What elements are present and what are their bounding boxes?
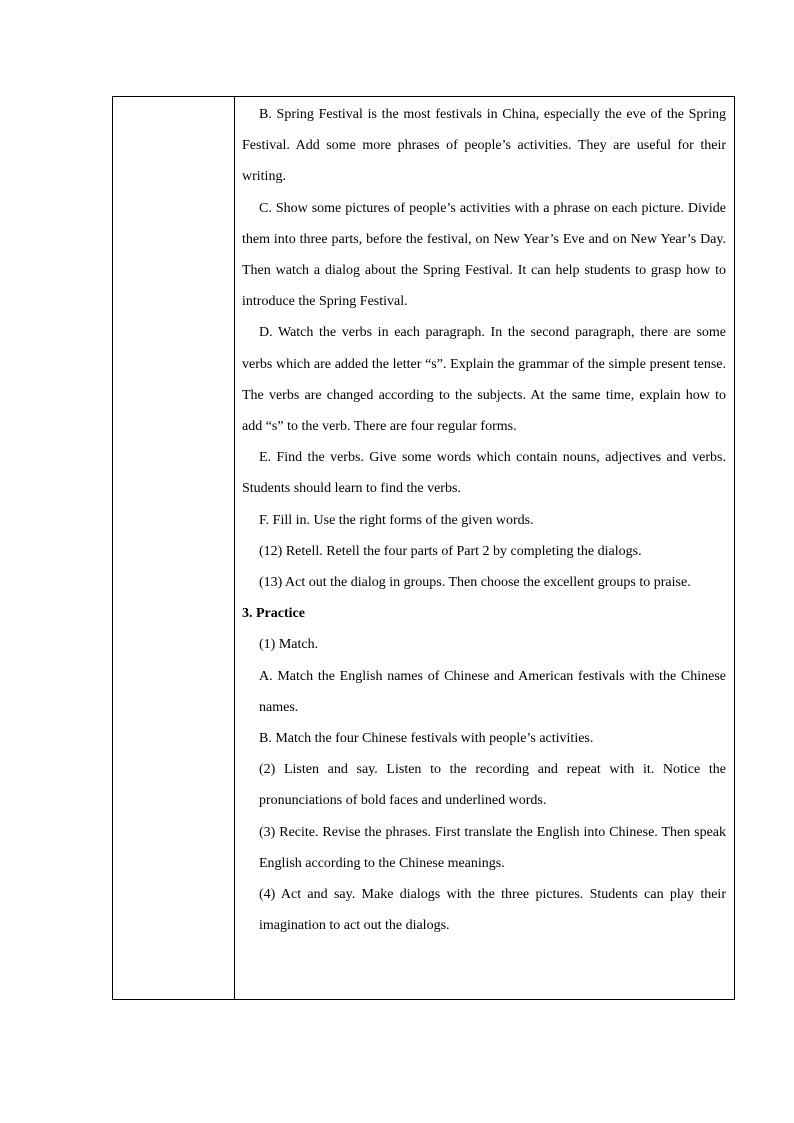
paragraph-f-fill-in: F. Fill in. Use the right forms of the given words.: [259, 512, 534, 528]
paragraph-c-show-pictures: C. Show some pictures of people’s activities with a phrase on each picture. Divide them into three parts, before the festival, on New Year’s Eve and on New Year’s Day. Then watch a dialog about the Spring Festival. It can help students to grasp how to introduce the Spring Festival.: [242, 200, 726, 310]
paragraph-12-retell: (12) Retell. Retell the four parts of Part 2 by completing the dialogs.: [259, 543, 642, 559]
paragraph-1-match: (1) Match.: [259, 637, 319, 653]
table-left-cell: [113, 97, 235, 999]
section-heading-practice: 3. Practice: [242, 606, 305, 622]
paragraph-e-find-verbs: E. Find the verbs. Give some words which contain nouns, adjectives and verbs. Students should learn to find the verbs.: [242, 450, 726, 497]
paragraph-13-act-out: (13) Act out the dialog in groups. Then choose the excellent groups to praise.: [259, 575, 691, 591]
table-right-cell: [235, 97, 734, 999]
paragraph-4-act-and-say: (4) Act and say. Make dialogs with the three pictures. Students can play their imagination to act out the dialogs.: [259, 887, 726, 934]
paragraph-d-watch-verbs: D. Watch the verbs in each paragraph. In the second paragraph, there are some verbs which are added the letter “s”. Explain the grammar of the simple present tense. The verbs are changed according to the subjects. At the same time, explain how to add “s” to the verb. There are four regular forms.: [242, 325, 726, 435]
paragraph-match-b: B. Match the four Chinese festivals with people’s activities.: [259, 731, 594, 747]
lesson-table: [112, 96, 735, 1000]
paragraph-3-recite: (3) Recite. Revise the phrases. First translate the English into Chinese. Then speak English according to the Chinese meanings.: [259, 824, 726, 871]
paragraph-match-a: A. Match the English names of Chinese and American festivals with the Chinese names.: [259, 668, 726, 715]
paragraph-b-spring-festival: B. Spring Festival is the most festivals in China, especially the eve of the Spring Festival. Add some more phrases of people’s activities. They are useful for their writing.: [242, 107, 726, 185]
paragraph-2-listen-and-say: (2) Listen and say. Listen to the recording and repeat with it. Notice the pronunciations of bold faces and underlined words.: [259, 762, 726, 809]
